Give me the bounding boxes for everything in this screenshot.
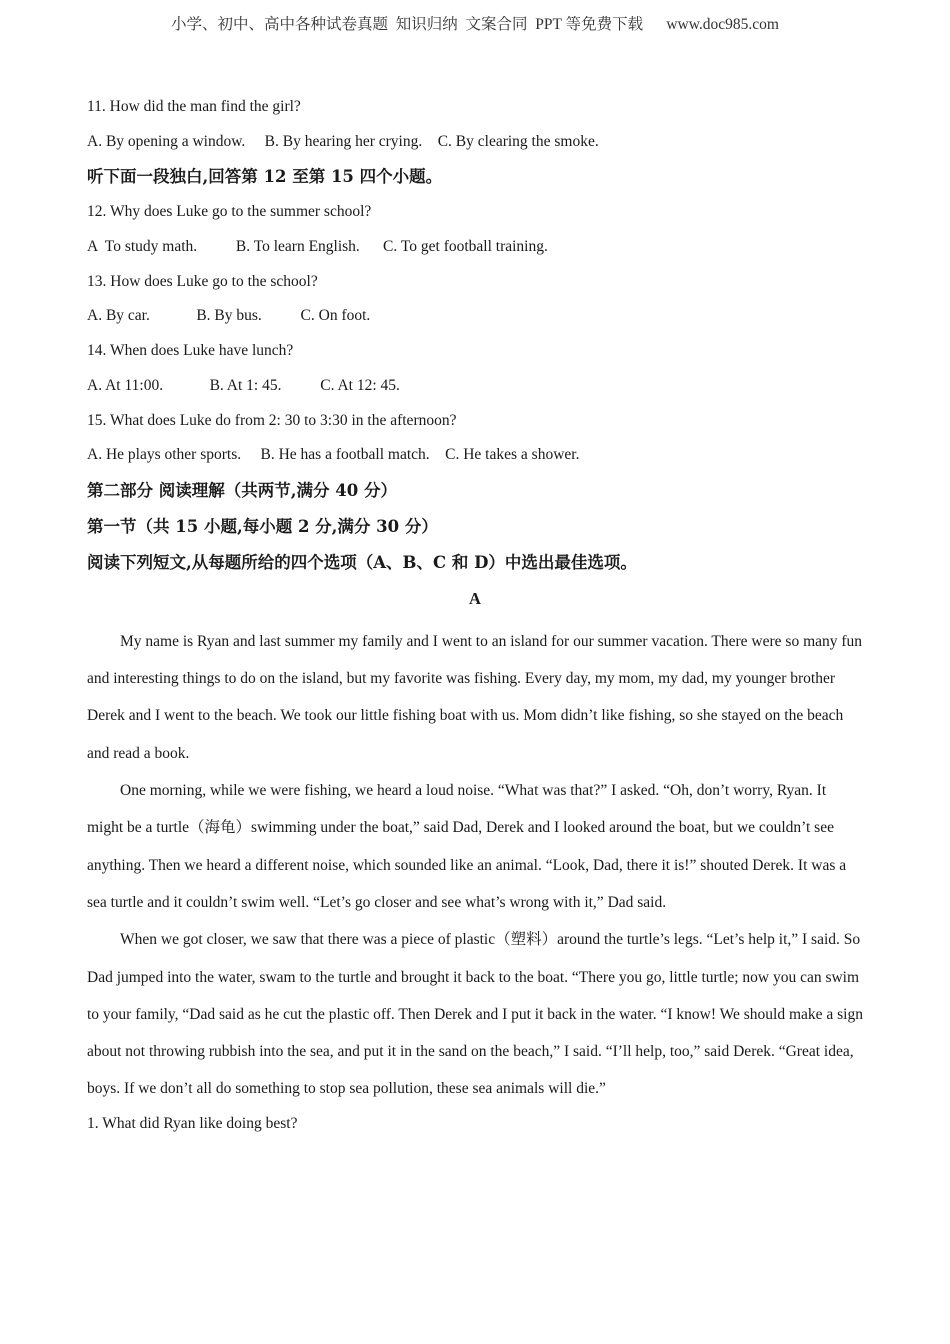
question-13-options: A. By car. B. By bus. C. On foot. <box>87 307 371 325</box>
passage-a <box>87 623 863 1108</box>
question-14-options: A. At 11:00. B. At 1: 45. C. At 12: 45. <box>87 376 400 394</box>
question-12-options: A To study math. B. To learn English. C. To get football training. <box>87 238 548 256</box>
paragraph: One morning, while we were fishing, we heard a loud noise. “What was that?” I asked. “Oh, don’t worry, Ryan. It might be a turtle（海龟）swimming under the boat,” said Dad, Derek and I looked around the boat, but we couldn’t see anything. Then we heard a different noise, which sounded like an animal. “Look, Dad, there it is!” shouted Derek. It was a sea turtle and it couldn’t swim well. “Let’s go closer and see what’s wrong with it,” Dad said. <box>87 782 847 911</box>
question-11: 11. How did the man find the girl? <box>87 98 301 115</box>
question-14: 14. When does Luke have lunch? <box>87 342 294 360</box>
paragraph: When we got closer, we saw that there was a piece of plastic（塑料）around the turtle’s legs. “Let’s help it,” I said. So Dad jumped into the water, swam to the turtle and brought it back to the boat. “There you go, little turtle; now you can swim to your family, “Dad said as he cut the plastic off. Then Derek and I put it back in the water. “I know! We should make a sign about not throwing rubbish into the sea, and put it in the sand on the beach,” I said. “I’ll help, too,” said Derek. “Great idea, boys. If we don’t all do something to stop sea pollution, these sea animals will die.” <box>87 931 863 1098</box>
question-13: 13. How does Luke go to the school? <box>87 272 318 290</box>
question-12: 12. Why does Luke go to the summer school? <box>87 203 372 221</box>
question-15-options: A. He plays other sports. B. He has a football match. C. He takes a shower. <box>87 446 580 464</box>
part-two-heading: 第二部分 阅读理解（共两节,满分 40 分） <box>87 480 397 500</box>
document-body <box>87 97 863 1134</box>
question-1: 1. What did Ryan like doing best? <box>87 1114 298 1132</box>
question-15: 15. What does Luke do from 2: 30 to 3:30 in the afternoon? <box>87 411 457 429</box>
paragraph: My name is Ryan and last summer my family and I went to an island for our summer vacation. There were so many fun and interesting things to do on the island, but my favorite was fishing. Every day, my mom, my dad, my younger brother Derek and I went to the beach. We took our little fishing boat with us. Mom didn’t like fishing, so she stayed on the beach and read a book. <box>87 632 863 762</box>
reading-instruction: 阅读下列短文,从每题所给的四个选项（A、B、C 和 D）中选出最佳选项。 <box>87 552 637 572</box>
question-11-options: A. By opening a window. B. By hearing her crying. C. By clearing the smoke. <box>87 132 599 150</box>
section-one-heading: 第一节（共 15 小题,每小题 2 分,满分 30 分） <box>87 516 438 536</box>
passage-title: A <box>469 588 481 608</box>
page-header: 小学、初中、高中各种试卷真题 知识归纳 文案合同 PPT 等免费下载 www.doc985.com <box>171 16 779 33</box>
section-instruction-12-15: 听下面一段独白,回答第 12 至第 15 四个小题。 <box>87 167 443 187</box>
